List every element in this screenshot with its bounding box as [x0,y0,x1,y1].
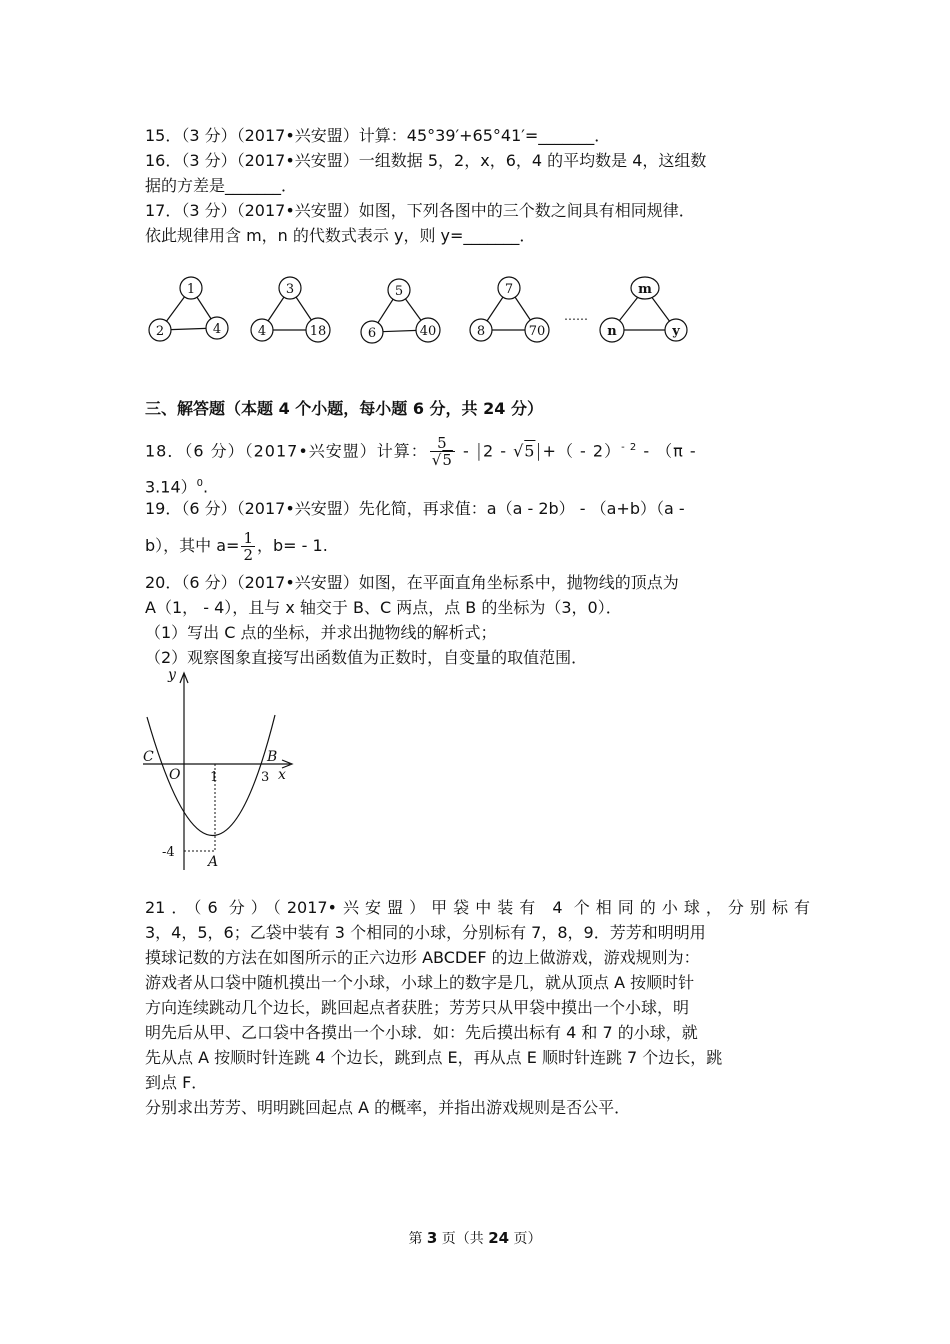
q19-line2-a: b），其中 a= [145,536,240,555]
q20-line3: （1）写出 C 点的坐标，并求出抛物线的解析式； [145,623,497,642]
q18-abs-inner: 2 - [482,441,514,461]
point-c-label: C [143,749,154,765]
q16-line1: 16．（3 分）（2017•兴安盟）一组数据 5，2，x，6，4 的平均数是 4，这组数 [145,151,707,170]
q18-prefix: 18．（6 分）（2017•兴安盟）计算： [145,441,428,461]
footer-post: 页） [509,1231,542,1247]
q21-line7: 先从点 A 按顺时针连跳 4 个边长，跳到点 E，再从点 E 顺时针连跳 7 个边长，跳 [145,1048,723,1067]
tri1-top: 1 [186,282,196,297]
footer-total-pages: 24 [488,1229,510,1247]
point-a-label: A [208,854,219,870]
sqrt-icon: √ [431,451,443,470]
q21-line6: 明先后从甲、乙口袋中各摸出一个小球．如：先后摸出标有 4 和 7 的小球，就 [145,1023,698,1042]
q15-line1: 15．（3 分）（2017•兴安盟）计算：45°39′+65°41′=_______． [145,126,611,145]
q21-line2: 3，4，5，6；乙袋中装有 3 个相同的小球，分别标有 7，8，9．芳芳和明明用 [145,923,706,942]
q18-exp0: 0 [196,478,204,489]
tri4-top: 7 [504,282,514,297]
y-axis-label: y [168,667,176,683]
q19-line1: 19．（6 分）（2017•兴安盟）先化简，再求值：a（a - 2b） - （a+b）（a - [145,499,685,518]
point-b-label: B [267,749,278,765]
triangle-figure [140,270,700,350]
q18-abs-rad: 5 [524,441,536,461]
footer-pre: 第 [408,1231,427,1247]
q20-line2: A（1， - 4），且与 x 轴交于 B、C 两点，点 B 的坐标为（3，0）． [145,598,622,617]
parabola-graph [135,665,300,875]
section3-title: 三、解答题（本题 4 个小题，每小题 6 分，共 24 分） [145,399,543,418]
q18-line2-b: . [203,477,209,497]
footer-page-number: 3 [426,1229,438,1247]
sqrt-icon: √ [513,441,525,461]
x-axis-label: x [278,767,286,783]
q21-line3: 摸球记数的方法在如图所示的正六边形 ABCDEF 的边上做游戏，游戏规则为： [145,948,700,967]
q18-plus-part: +（ - 2） [542,441,622,461]
ellipsis: …… [564,309,588,323]
origin-label: O [169,767,181,783]
q20-line1: 20．（6 分）（2017•兴安盟）如图，在平面直角坐标系中，抛物线的顶点为 [145,573,679,592]
q20-line4: （2）观察图象直接写出函数值为正数时，自变量的取值范围． [145,648,588,667]
q18-minus1: - [456,441,476,461]
tri5-right: y [672,324,680,339]
tri3-top: 5 [394,284,404,299]
q21-line9: 分别求出芳芳、明明跳回起点 A 的概率，并指出游戏规则是否公平． [145,1098,631,1117]
tick-neg4-label: -4 [162,845,175,860]
q19-fraction [241,530,255,563]
tri3-right: 40 [419,324,437,339]
tick-1-label: 1 [210,770,219,785]
tri2-right: 18 [309,324,327,339]
q17-line2: 依此规律用含 m，n 的代数式表示 y，则 y=_______． [145,226,536,245]
q21-line1: 21．（6 分）（2017•兴安盟）甲袋中装有 4 个相同的小球，分别标有 [145,898,810,917]
q18-line2-a: 3.14） [145,477,197,497]
q21-line5: 方向连续跳动几个边长，跳回起点者获胜；芳芳只从甲袋中摸出一个小球，明 [145,998,690,1017]
q19-line2-b: ，b= - 1. [257,536,328,555]
q18-line1 [145,428,810,468]
q21-line8: 到点 F． [145,1073,208,1092]
tri5-top: m [638,282,652,297]
q18-fraction [430,435,455,468]
tri5-left: n [607,324,617,339]
q18-line2 [145,473,810,498]
tri1-right: 4 [212,322,222,337]
tick-3-label: 3 [261,770,270,785]
q19-line2 [145,526,810,566]
page-footer [0,1228,950,1248]
q18-abs-right: | [535,440,543,462]
q21-line4: 游戏者从口袋中随机摸出一个小球，小球上的数字是几，就从顶点 A 按顺时针 [145,973,695,992]
q16-line2: 据的方差是_______． [145,176,298,195]
q18-frac-num: 5 [430,435,455,452]
q19-frac-den: 2 [243,546,254,564]
tri1-left: 2 [155,324,165,339]
q17-line1: 17．（3 分）（2017•兴安盟）如图，下列各图中的三个数之间具有相同规律． [145,201,695,220]
tri2-left: 4 [257,324,267,339]
footer-mid: 页（共 [437,1231,489,1247]
q18-minus2: - （π - [637,441,697,461]
tri4-right: 70 [528,324,546,339]
q18-abs-left: | [475,440,483,462]
tri3-left: 6 [367,326,377,341]
q18-exp1: - 2 [621,442,638,453]
tri4-left: 8 [476,324,486,339]
q18-frac-den-rad: 5 [442,451,453,470]
tri2-top: 3 [285,282,295,297]
q19-frac-num: 1 [243,529,254,547]
